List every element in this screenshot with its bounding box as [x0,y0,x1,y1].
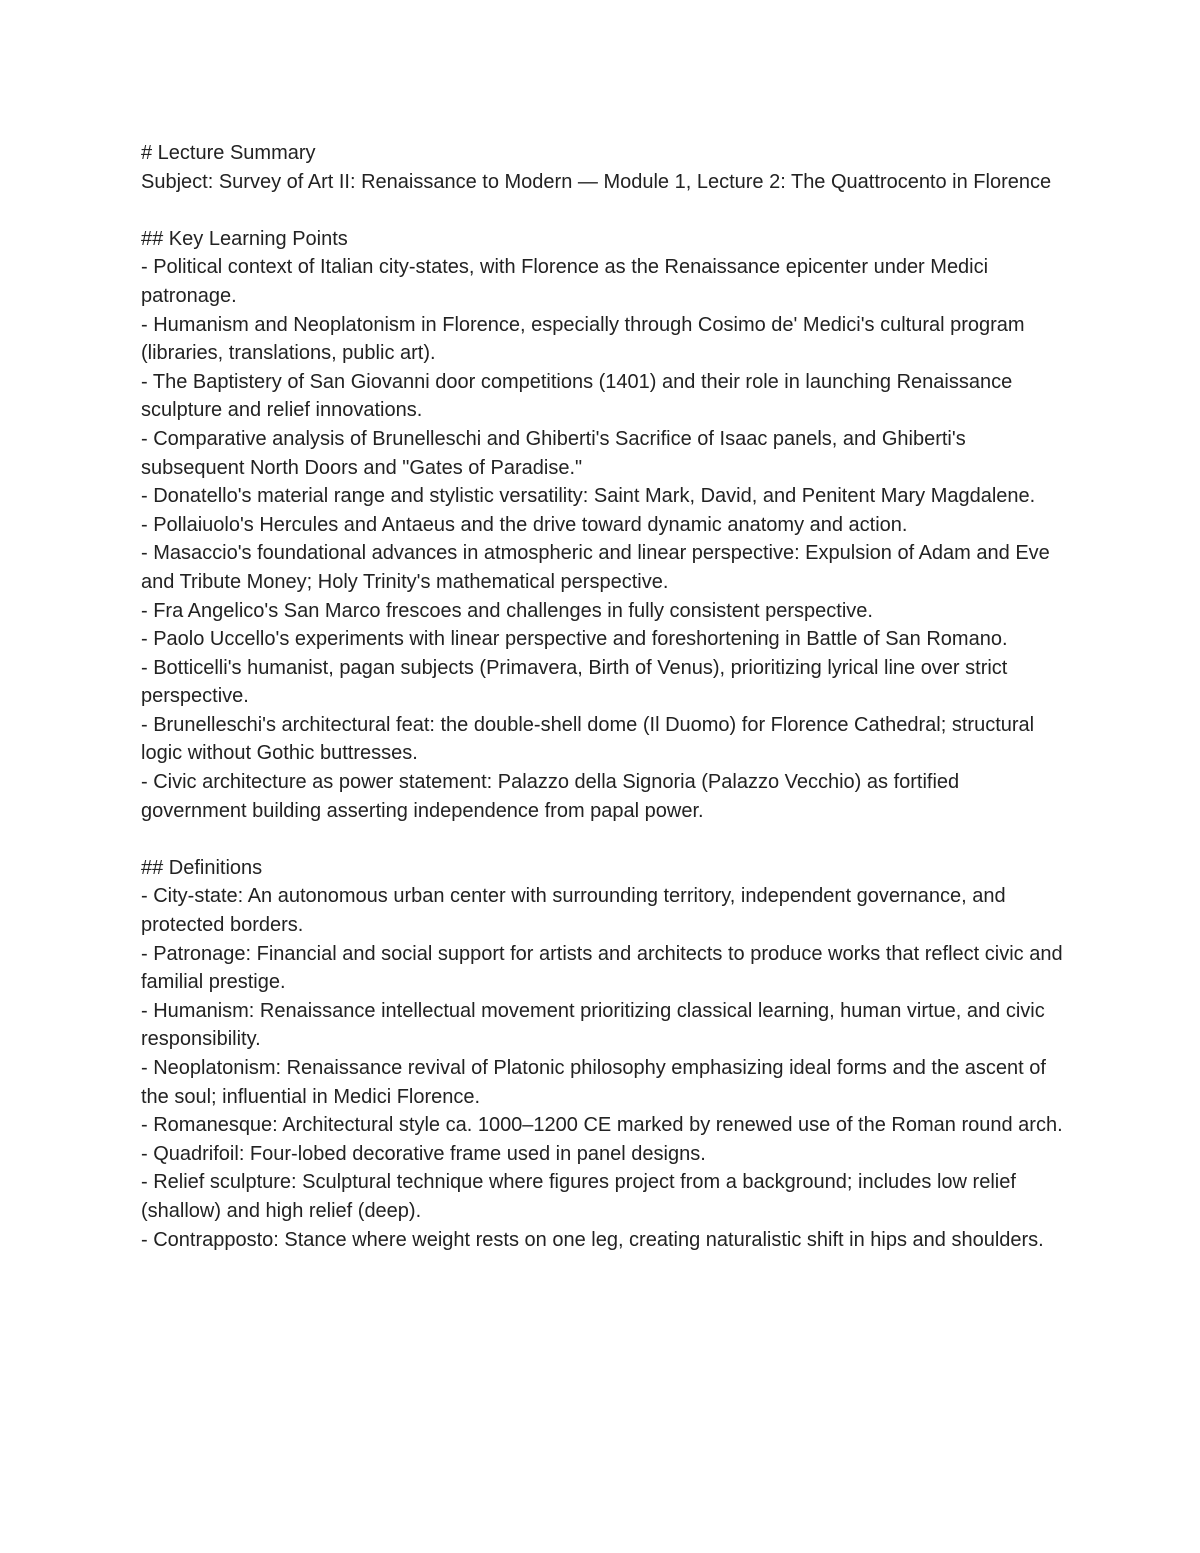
document-body [141,139,1066,1254]
definition-item: - Romanesque: Architectural style ca. 1000–1200 CE marked by renewed use of the Roman round arch. [141,1114,1063,1137]
list-item: - The Baptistery of San Giovanni door competitions (1401) and their role in launching Renaissance sculpture and relief innovations. [141,370,1013,422]
definitions-heading: ## Definitions [141,856,263,879]
list-item: - Donatello's material range and stylistic versatility: Saint Mark, David, and Penitent Mary Magdalene. [141,485,1036,508]
list-item: - Botticelli's humanist, pagan subjects (Primavera, Birth of Venus), prioritizing lyrical line over strict perspective. [141,656,1008,708]
list-item: - Brunelleschi's architectural feat: the double-shell dome (Il Duomo) for Florence Cathedral; structural logic without Gothic buttresses. [141,713,1035,765]
document-subject: Subject: Survey of Art II: Renaissance to Modern — Module 1, Lecture 2: The Quattrocento in Florence [141,170,1052,193]
definition-item: - Contrapposto: Stance where weight rests on one leg, creating naturalistic shift in hips and shoulders. [141,1228,1044,1251]
definitions-section [141,854,1066,1254]
definition-item: - City-state: An autonomous urban center with surrounding territory, independent governance, and protected borders. [141,885,1006,937]
list-item: - Humanism and Neoplatonism in Florence, especially through Cosimo de' Medici's cultural program (libraries, translations, public art). [141,313,1025,365]
spacer [141,825,1066,854]
definition-item: - Relief sculpture: Sculptural technique where figures project from a background; includes low relief (shallow) and high relief (deep). [141,1171,1016,1222]
list-item: - Political context of Italian city-states, with Florence as the Renaissance epicenter under Medici patronage. [141,256,989,307]
key-learning-points-heading: ## Key Learning Points [141,227,348,250]
list-item: - Masaccio's foundational advances in atmospheric and linear perspective: Expulsion of Adam and Eve and Tribute Money; Holy Trinity's mathematical perspective. [141,542,1050,593]
list-item: - Fra Angelico's San Marco frescoes and challenges in fully consistent perspective. [141,599,873,622]
definition-item: - Humanism: Renaissance intellectual movement prioritizing classical learning, human virtue, and civic responsibility. [141,999,1045,1051]
list-item: - Paolo Uccello's experiments with linear perspective and foreshortening in Battle of San Romano. [141,628,1008,651]
definition-item: - Neoplatonism: Renaissance revival of Platonic philosophy emphasizing ideal forms and the ascent of the soul; influential in Medici Florence. [141,1057,1046,1108]
list-item: - Civic architecture as power statement: Palazzo della Signoria (Palazzo Vecchio) as fortified government building asserting independence from papal power. [141,771,960,822]
document-title: # Lecture Summary [141,142,316,164]
definition-item: - Patronage: Financial and social support for artists and architects to produce works that reflect civic and familial prestige. [141,942,1063,994]
key-learning-points-section [141,225,1066,825]
list-item: - Pollaiuolo's Hercules and Antaeus and the drive toward dynamic anatomy and action. [141,513,908,536]
list-item: - Comparative analysis of Brunelleschi and Ghiberti's Sacrifice of Isaac panels, and Ghiberti's subsequent North Doors and "Gates of Paradise." [141,427,966,479]
spacer [141,196,1066,225]
definition-item: - Quadrifoil: Four-lobed decorative frame used in panel designs. [141,1142,706,1165]
